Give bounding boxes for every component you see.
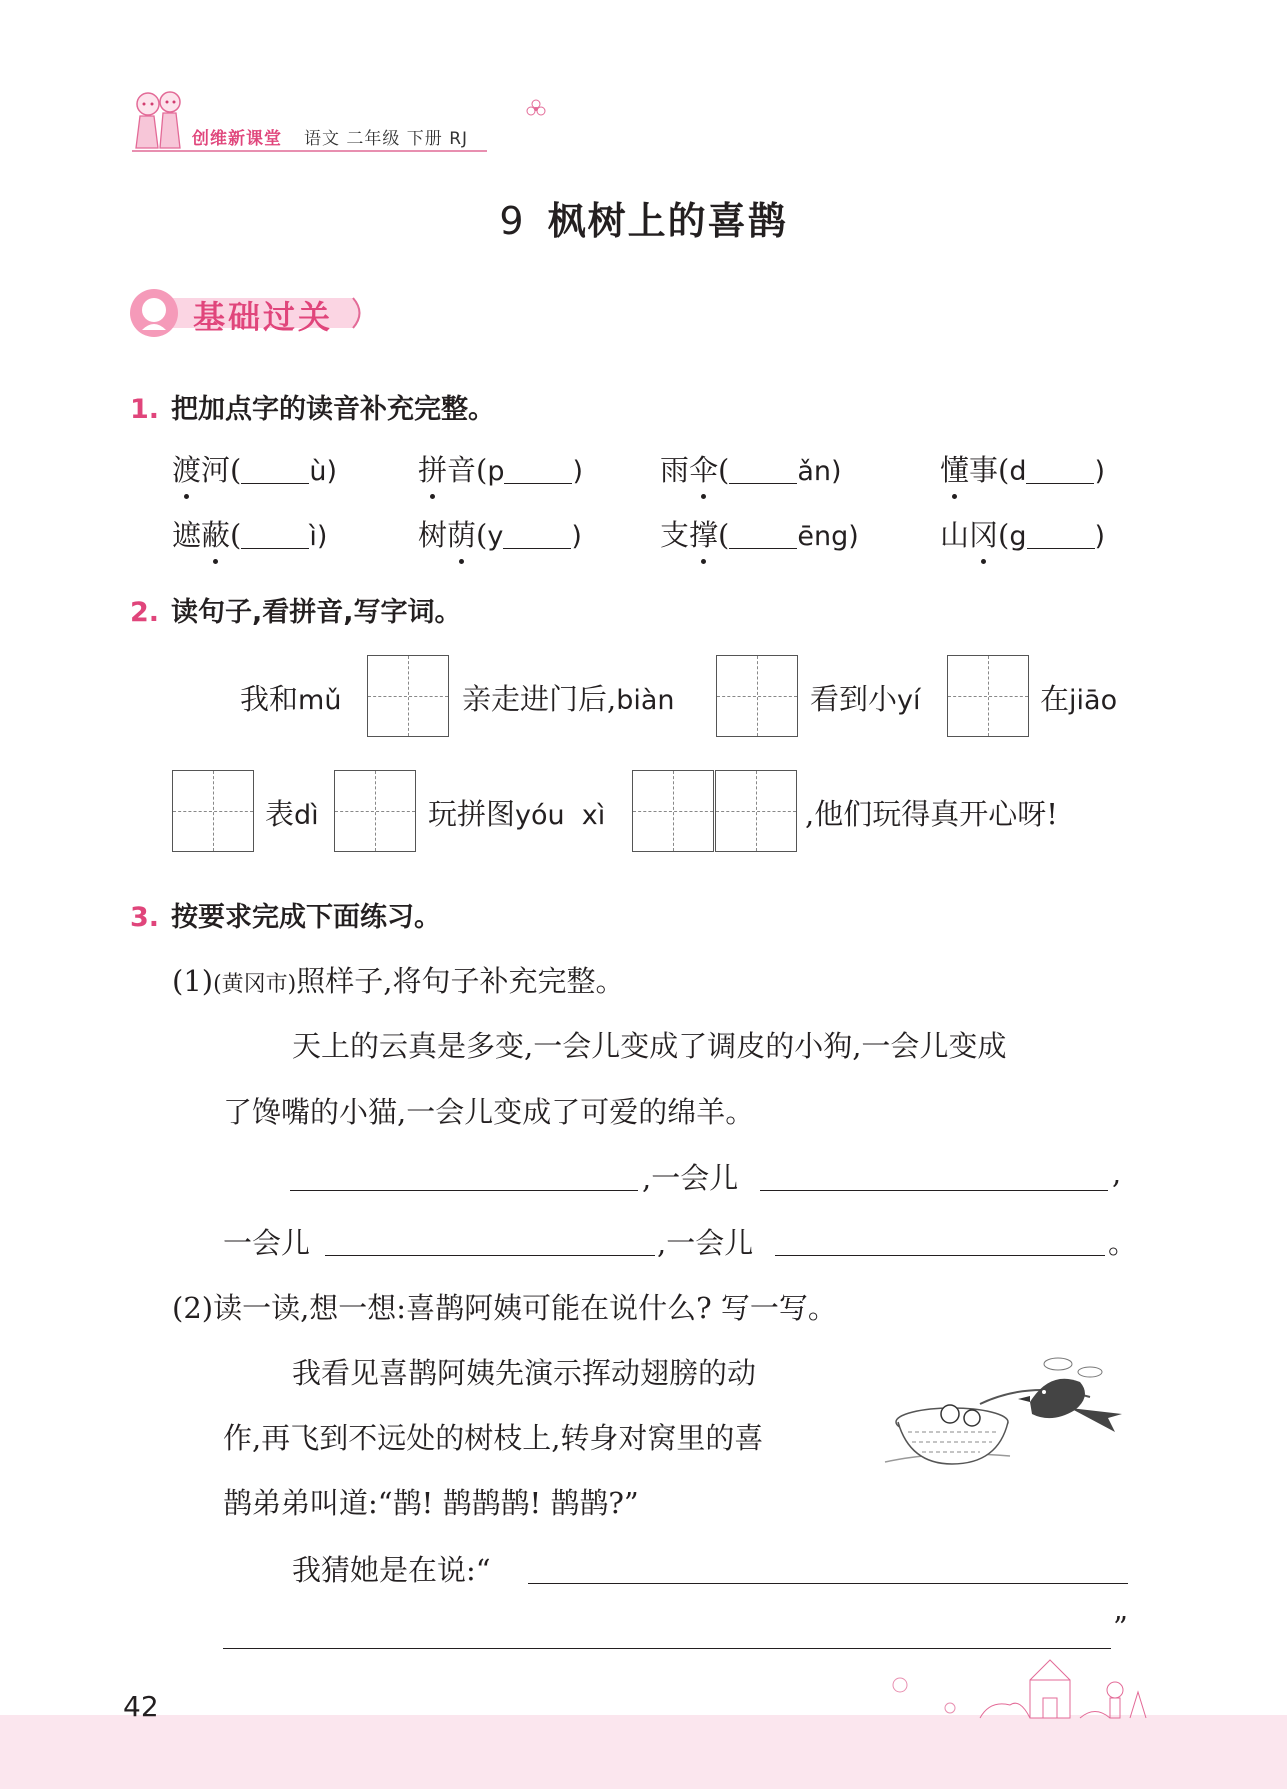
answer-close-quote: ”: [1113, 1610, 1128, 1644]
fill-connector: ,一会儿: [642, 1161, 739, 1195]
section-label: 基础过关: [193, 298, 334, 336]
answer-prefix: 我猜她是在说:“: [292, 1553, 491, 1587]
flower-icon: [525, 98, 547, 120]
lesson-number: 9: [499, 199, 526, 243]
passage-line: 作,再飞到不远处的树枝上,转身对窝里的喜: [223, 1421, 764, 1455]
answer-line[interactable]: [290, 1190, 638, 1191]
sentence-text: ,他们玩得真开心呀!: [805, 797, 1058, 831]
pinyin-item: 懂事(d ): [940, 448, 1105, 489]
writing-grid-box[interactable]: [716, 655, 798, 737]
footer-band: [0, 1715, 1287, 1789]
passage-line: 鹊弟弟叫道:“鹊! 鹊鹊鹊! 鹊鹊?”: [223, 1486, 639, 1520]
sentence-text: 在jiāo: [1040, 682, 1118, 716]
answer-blank[interactable]: [241, 455, 309, 484]
pinyin-item: 雨伞( ǎn): [660, 448, 842, 489]
pinyin-item: 支撑( ēng): [660, 513, 859, 554]
answer-blank[interactable]: [503, 520, 571, 549]
header-subject: 语文 二年级 下册 RJ: [304, 129, 469, 149]
answer-line[interactable]: [325, 1255, 655, 1256]
sentence-text: 看到小yí: [810, 682, 921, 716]
writing-grid-box[interactable]: [172, 770, 254, 852]
pinyin-item: 山冈(g ): [940, 513, 1105, 554]
fill-connector: 。: [1108, 1226, 1138, 1260]
magpie-nest-illustration: [880, 1352, 1130, 1477]
fill-connector: ,: [1112, 1156, 1122, 1190]
subquestion-1-heading: (1)(黄冈市)照样子,将句子补充完整。: [172, 964, 625, 998]
question-number: 3.: [130, 902, 160, 933]
answer-line[interactable]: [775, 1255, 1105, 1256]
page-number: 42: [123, 1690, 159, 1723]
answer-line[interactable]: [528, 1583, 1128, 1584]
answer-blank[interactable]: [729, 520, 797, 549]
lesson-title: [0, 190, 1287, 245]
fill-connector: ,一会儿: [657, 1226, 754, 1260]
pinyin-item: 渡河( ù): [172, 448, 337, 489]
writing-grid-box[interactable]: [947, 655, 1029, 737]
question-2-heading: [130, 590, 462, 629]
question-number: 1.: [130, 394, 160, 425]
sentence-text: 我和mǔ: [240, 682, 342, 716]
passage-line: 我看见喜鹊阿姨先演示挥动翅膀的动: [292, 1356, 757, 1390]
writing-grid-box[interactable]: [334, 770, 416, 852]
answer-blank[interactable]: [1027, 520, 1095, 549]
answer-blank[interactable]: [504, 455, 572, 484]
lesson-name: 枫树上的喜鹊: [547, 199, 788, 243]
example-sentence-line: 天上的云真是多变,一会儿变成了调皮的小狗,一会儿变成: [292, 1029, 1007, 1063]
question-number: 2.: [130, 597, 160, 628]
answer-blank[interactable]: [241, 520, 309, 549]
sentence-text: 玩拼图yóu xì: [428, 797, 606, 831]
sentence-text: 亲走进门后,biàn: [462, 682, 675, 716]
footer-castle-illustration: [880, 1650, 1160, 1720]
subquestion-2-heading: (2)读一读,想一想:喜鹊阿姨可能在说什么? 写一写。: [172, 1291, 837, 1325]
question-prompt: 按要求完成下面练习。: [171, 902, 442, 933]
header-brand: 创维新课堂: [192, 129, 282, 149]
pinyin-item: 遮蔽( ì): [172, 513, 327, 554]
header-kids-illustration: [128, 82, 190, 156]
fill-connector: 一会儿: [223, 1226, 311, 1260]
question-3-heading: [130, 895, 441, 934]
pinyin-item: 拼音(p ): [418, 448, 583, 489]
pinyin-item: 树荫(y ): [418, 513, 582, 554]
header-divider: [132, 150, 487, 152]
answer-blank[interactable]: [729, 455, 797, 484]
answer-line[interactable]: [760, 1190, 1108, 1191]
writing-grid-box[interactable]: [715, 770, 797, 852]
example-sentence-line: 了馋嘴的小猫,一会儿变成了可爱的绵羊。: [223, 1095, 755, 1129]
question-prompt: 把加点字的读音补充完整。: [171, 394, 496, 425]
sentence-text: 表dì: [265, 797, 319, 831]
writing-grid-box[interactable]: [632, 770, 714, 852]
writing-grid-box[interactable]: [367, 655, 449, 737]
question-1-heading: [130, 387, 495, 426]
answer-line[interactable]: [223, 1648, 1111, 1649]
answer-blank[interactable]: [1026, 455, 1094, 484]
question-prompt: 读句子,看拼音,写字词。: [171, 597, 462, 628]
